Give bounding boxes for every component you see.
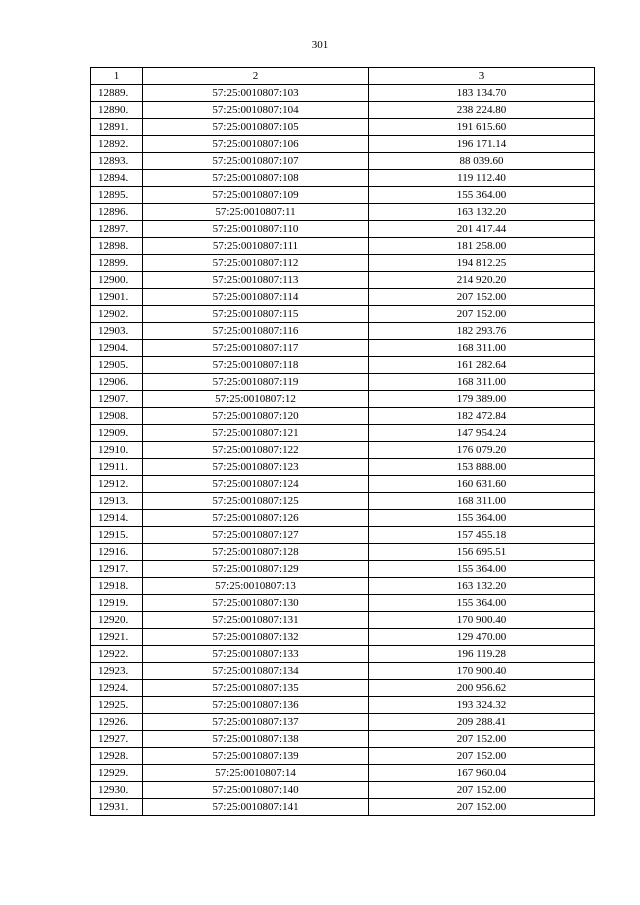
table-row: [91, 765, 595, 782]
cadastral-number: 57:25:0010807:139: [143, 748, 369, 765]
cadastral-number: 57:25:0010807:120: [143, 408, 369, 425]
cadastral-value: 200 956.62: [369, 680, 595, 697]
cadastral-number: 57:25:0010807:129: [143, 561, 369, 578]
cadastral-value: 181 258.00: [369, 238, 595, 255]
cadastral-number: 57:25:0010807:13: [143, 578, 369, 595]
cadastral-number: 57:25:0010807:118: [143, 357, 369, 374]
cadastral-value: 155 364.00: [369, 561, 595, 578]
row-number: 12925.: [91, 697, 143, 714]
row-number: 12919.: [91, 595, 143, 612]
cadastral-value: 163 132.20: [369, 204, 595, 221]
table-row: [91, 527, 595, 544]
table-row: [91, 680, 595, 697]
row-number: 12910.: [91, 442, 143, 459]
cadastral-number: 57:25:0010807:116: [143, 323, 369, 340]
cadastral-number: 57:25:0010807:104: [143, 102, 369, 119]
page-number: 301: [311, 39, 329, 51]
table-row: [91, 289, 595, 306]
row-number: 12915.: [91, 527, 143, 544]
cadastral-value: 168 311.00: [369, 374, 595, 391]
row-number: 12926.: [91, 714, 143, 731]
cadastral-value: 214 920.20: [369, 272, 595, 289]
cadastral-value: 207 152.00: [369, 731, 595, 748]
cadastral-number: 57:25:0010807:103: [143, 85, 369, 102]
cadastral-value: 194 812.25: [369, 255, 595, 272]
row-number: 12920.: [91, 612, 143, 629]
table-row: [91, 782, 595, 799]
cadastral-value-table: [90, 67, 595, 816]
cadastral-number: 57:25:0010807:122: [143, 442, 369, 459]
row-number: 12912.: [91, 476, 143, 493]
cadastral-number: 57:25:0010807:141: [143, 799, 369, 816]
row-number: 12906.: [91, 374, 143, 391]
table-row: [91, 391, 595, 408]
cadastral-number: 57:25:0010807:11: [143, 204, 369, 221]
table-row: [91, 697, 595, 714]
row-number: 12909.: [91, 425, 143, 442]
cadastral-number: 57:25:0010807:132: [143, 629, 369, 646]
table-row: [91, 85, 595, 102]
cadastral-number: 57:25:0010807:135: [143, 680, 369, 697]
column-header-1: 1: [91, 68, 143, 85]
row-number: 12931.: [91, 799, 143, 816]
cadastral-value: 196 171.14: [369, 136, 595, 153]
row-number: 12901.: [91, 289, 143, 306]
table-row: [91, 595, 595, 612]
table-row: [91, 204, 595, 221]
cadastral-value: 207 152.00: [369, 289, 595, 306]
cadastral-value: 160 631.60: [369, 476, 595, 493]
table-row: [91, 136, 595, 153]
row-number: 12913.: [91, 493, 143, 510]
cadastral-value: 207 152.00: [369, 306, 595, 323]
cadastral-number: 57:25:0010807:123: [143, 459, 369, 476]
table-row: [91, 663, 595, 680]
row-number: 12908.: [91, 408, 143, 425]
row-number: 12914.: [91, 510, 143, 527]
cadastral-number: 57:25:0010807:113: [143, 272, 369, 289]
table-row: [91, 187, 595, 204]
cadastral-value: 157 455.18: [369, 527, 595, 544]
cadastral-value: 182 472.84: [369, 408, 595, 425]
table-row: [91, 221, 595, 238]
table-row: [91, 238, 595, 255]
row-number: 12917.: [91, 561, 143, 578]
cadastral-value: 196 119.28: [369, 646, 595, 663]
cadastral-number: 57:25:0010807:112: [143, 255, 369, 272]
cadastral-number: 57:25:0010807:110: [143, 221, 369, 238]
column-header-2: 2: [143, 68, 369, 85]
cadastral-number: 57:25:0010807:107: [143, 153, 369, 170]
cadastral-number: 57:25:0010807:126: [143, 510, 369, 527]
cadastral-number: 57:25:0010807:130: [143, 595, 369, 612]
row-number: 12892.: [91, 136, 143, 153]
cadastral-value: 129 470.00: [369, 629, 595, 646]
cadastral-number: 57:25:0010807:12: [143, 391, 369, 408]
row-number: 12924.: [91, 680, 143, 697]
row-number: 12930.: [91, 782, 143, 799]
row-number: 12916.: [91, 544, 143, 561]
row-number: 12897.: [91, 221, 143, 238]
row-number: 12904.: [91, 340, 143, 357]
table-row: [91, 459, 595, 476]
table-row: [91, 510, 595, 527]
cadastral-value: 191 615.60: [369, 119, 595, 136]
table-row: [91, 748, 595, 765]
row-number: 12890.: [91, 102, 143, 119]
table-row: [91, 578, 595, 595]
cadastral-value: 155 364.00: [369, 595, 595, 612]
table-row: [91, 170, 595, 187]
cadastral-value: 167 960.04: [369, 765, 595, 782]
row-number: 12891.: [91, 119, 143, 136]
row-number: 12889.: [91, 85, 143, 102]
cadastral-value: 182 293.76: [369, 323, 595, 340]
cadastral-number: 57:25:0010807:133: [143, 646, 369, 663]
row-number: 12900.: [91, 272, 143, 289]
cadastral-number: 57:25:0010807:106: [143, 136, 369, 153]
cadastral-value: 155 364.00: [369, 187, 595, 204]
cadastral-value: 170 900.40: [369, 612, 595, 629]
table-row: [91, 646, 595, 663]
cadastral-number: 57:25:0010807:134: [143, 663, 369, 680]
cadastral-value: 201 417.44: [369, 221, 595, 238]
cadastral-value: 161 282.64: [369, 357, 595, 374]
table-row: [91, 119, 595, 136]
cadastral-value: 168 311.00: [369, 340, 595, 357]
row-number: 12895.: [91, 187, 143, 204]
cadastral-value: 209 288.41: [369, 714, 595, 731]
row-number: 12922.: [91, 646, 143, 663]
table-row: [91, 272, 595, 289]
row-number: 12928.: [91, 748, 143, 765]
table-row: [91, 544, 595, 561]
cadastral-number: 57:25:0010807:137: [143, 714, 369, 731]
cadastral-value: 193 324.32: [369, 697, 595, 714]
cadastral-value: 155 364.00: [369, 510, 595, 527]
table-header-row: [91, 68, 595, 85]
cadastral-value: 207 152.00: [369, 799, 595, 816]
row-number: 12907.: [91, 391, 143, 408]
cadastral-number: 57:25:0010807:111: [143, 238, 369, 255]
cadastral-value: 163 132.20: [369, 578, 595, 595]
table-row: [91, 442, 595, 459]
cadastral-number: 57:25:0010807:124: [143, 476, 369, 493]
table-row: [91, 102, 595, 119]
cadastral-number: 57:25:0010807:105: [143, 119, 369, 136]
cadastral-number: 57:25:0010807:138: [143, 731, 369, 748]
cadastral-value: 176 079.20: [369, 442, 595, 459]
table-body: [91, 85, 595, 816]
cadastral-value: 156 695.51: [369, 544, 595, 561]
table-row: [91, 714, 595, 731]
row-number: 12905.: [91, 357, 143, 374]
cadastral-number: 57:25:0010807:14: [143, 765, 369, 782]
cadastral-value: 119 112.40: [369, 170, 595, 187]
cadastral-value: 238 224.80: [369, 102, 595, 119]
cadastral-number: 57:25:0010807:127: [143, 527, 369, 544]
table-row: [91, 323, 595, 340]
table-row: [91, 374, 595, 391]
cadastral-value: 179 389.00: [369, 391, 595, 408]
table-row: [91, 731, 595, 748]
cadastral-value: 183 134.70: [369, 85, 595, 102]
row-number: 12902.: [91, 306, 143, 323]
cadastral-value: 153 888.00: [369, 459, 595, 476]
row-number: 12894.: [91, 170, 143, 187]
cadastral-number: 57:25:0010807:121: [143, 425, 369, 442]
table-row: [91, 476, 595, 493]
row-number: 12899.: [91, 255, 143, 272]
cadastral-number: 57:25:0010807:109: [143, 187, 369, 204]
table-row: [91, 306, 595, 323]
row-number: 12923.: [91, 663, 143, 680]
cadastral-value: 207 152.00: [369, 782, 595, 799]
row-number: 12896.: [91, 204, 143, 221]
row-number: 12903.: [91, 323, 143, 340]
table-row: [91, 629, 595, 646]
table-row: [91, 561, 595, 578]
cadastral-number: 57:25:0010807:119: [143, 374, 369, 391]
cadastral-value: 207 152.00: [369, 748, 595, 765]
table-row: [91, 493, 595, 510]
cadastral-number: 57:25:0010807:128: [143, 544, 369, 561]
row-number: 12927.: [91, 731, 143, 748]
cadastral-number: 57:25:0010807:136: [143, 697, 369, 714]
cadastral-number: 57:25:0010807:131: [143, 612, 369, 629]
column-header-3: 3: [369, 68, 595, 85]
cadastral-number: 57:25:0010807:140: [143, 782, 369, 799]
table-row: [91, 255, 595, 272]
cadastral-number: 57:25:0010807:108: [143, 170, 369, 187]
cadastral-value: 168 311.00: [369, 493, 595, 510]
cadastral-number: 57:25:0010807:115: [143, 306, 369, 323]
table-row: [91, 340, 595, 357]
cadastral-number: 57:25:0010807:114: [143, 289, 369, 306]
cadastral-value: 147 954.24: [369, 425, 595, 442]
row-number: 12898.: [91, 238, 143, 255]
row-number: 12911.: [91, 459, 143, 476]
table-row: [91, 408, 595, 425]
table-row: [91, 153, 595, 170]
table-row: [91, 425, 595, 442]
cadastral-value: 170 900.40: [369, 663, 595, 680]
cadastral-number: 57:25:0010807:125: [143, 493, 369, 510]
cadastral-value: 88 039.60: [369, 153, 595, 170]
table-row: [91, 357, 595, 374]
cadastral-number: 57:25:0010807:117: [143, 340, 369, 357]
row-number: 12918.: [91, 578, 143, 595]
row-number: 12893.: [91, 153, 143, 170]
table-row: [91, 799, 595, 816]
row-number: 12921.: [91, 629, 143, 646]
table-row: [91, 612, 595, 629]
row-number: 12929.: [91, 765, 143, 782]
